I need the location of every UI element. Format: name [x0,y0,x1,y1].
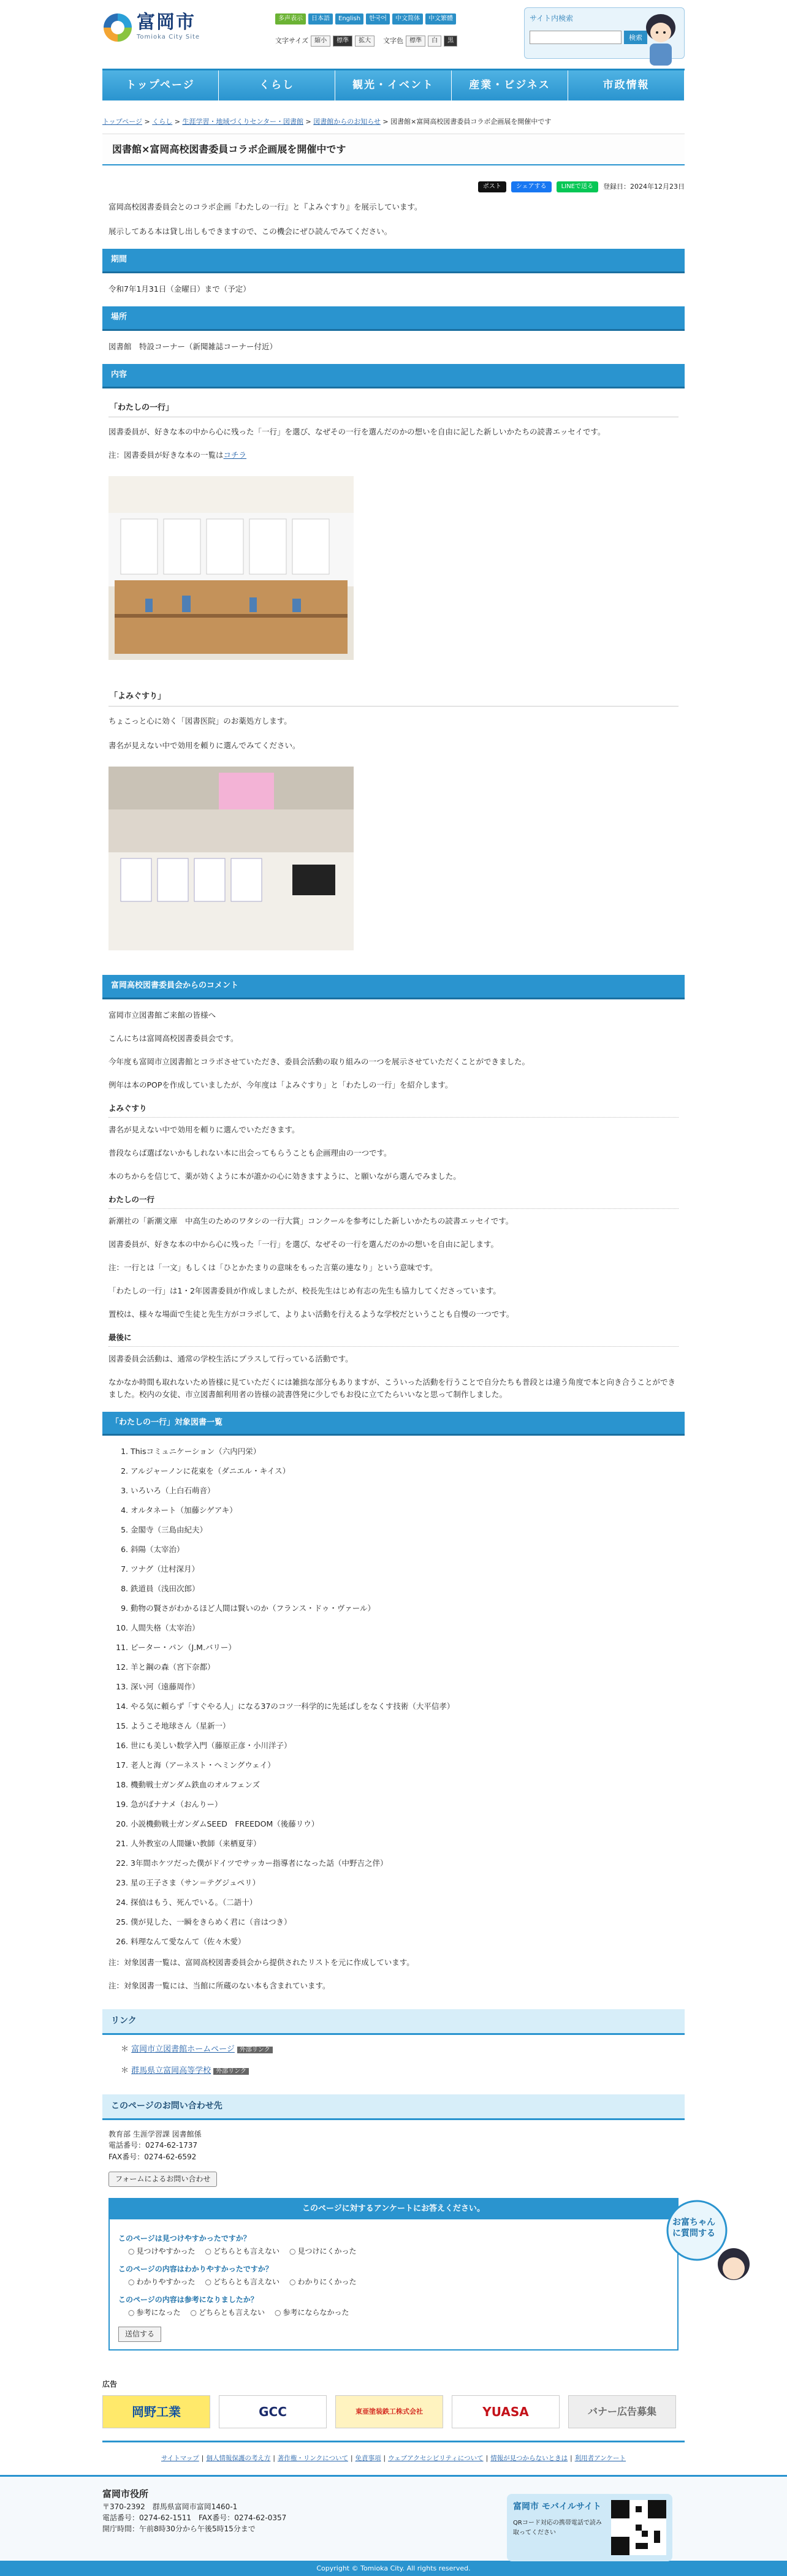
nav-business[interactable]: 産業・ビジネス [452,70,568,100]
survey-question: このページは見つけやすかったですか？ [118,2233,251,2243]
lang-en[interactable]: English [335,13,363,25]
c-last-heading: 最後に [108,1332,679,1347]
place-heading: 場所 [102,306,685,331]
main-content [102,201,685,2351]
site-footer [0,2475,787,2561]
nav-life[interactable]: くらし [219,70,335,100]
site-name: 富岡市 [137,12,196,33]
ad-banner[interactable]: バナー広告募集 [568,2395,676,2428]
survey-box [108,2198,679,2351]
list-item: 21. 人外教室の人間嫌い教師（来栖夏芽） [131,1838,679,1850]
list-item: 5. 金閣寺（三島由紀夫） [131,1524,679,1536]
site-header [102,0,685,69]
list-item: 12. 羊と鋼の森（宮下奈都） [131,1661,679,1673]
list-item: 10. 人間失格（太宰治） [131,1622,679,1634]
help-bubble-icon [660,2200,752,2286]
mobile-site-box[interactable] [507,2494,672,2561]
content-heading: 内容 [102,364,685,388]
exhibit-photo-shelf [108,476,354,660]
library-link[interactable]: 富岡市立図書館ホームページ [131,2044,235,2054]
color-black-button[interactable]: 黒 [444,36,457,47]
register-date: 登録日：2024年12月23日 [603,183,685,191]
survey-radio[interactable]: ○ 参考になった [128,2307,181,2319]
list-item: 17. 老人と海（アーネスト・ヘミングウェイ） [131,1759,679,1771]
survey-radio[interactable]: ○ 見つけやすかった [128,2246,196,2257]
external-link-badge: 外部リンク [237,2047,273,2053]
yomigusuri-text: ちょこっと心に効く「図書医院」のお薬処方します。 書名が見えない中で効用を頼りに選んでみてください。 [108,716,300,750]
language-menu [275,13,456,25]
mobile-title: 富岡市 モバイルサイト [513,2501,601,2512]
ad-banner[interactable]: 東亜塗装鉄工株式会社 [335,2395,443,2428]
list-item: 9. 動物の賢さがわかるほど人間は賢いのか（フランス・ドゥ・ヴァール） [131,1602,679,1615]
display-options [275,36,457,47]
list-note-1: 注：対象図書一覧は、富岡高校図書委員会から提供されたリストを元に作成しています。 [108,1958,414,1968]
lang-voice[interactable]: 多声表示 [275,13,306,25]
yomigusuri-heading: 「よみぐすり」 [108,691,679,707]
help-text: お富ちゃんに質問する [672,2218,715,2239]
survey-radio[interactable]: ○ わかりにくかった [289,2276,357,2288]
list-item: 24. 探偵はもう、死んでいる。（二語十） [131,1896,679,1909]
inquiry-heading: このページのお問い合わせ先 [102,2094,685,2120]
c-ichi-4: 「わたしの一行」は1・2年図書委員が作成しましたが、校長先生はじめ有志の先生も協力してくださっています。 [108,1286,501,1295]
search-input[interactable] [530,31,622,44]
list-item: 13. 深い河（遠藤周作） [131,1681,679,1693]
exhibit-photo-desk [108,767,354,950]
list-item: ＊ 群馬県立富岡高等学校 外部リンク [121,2065,679,2078]
list-item: 14. やる気に頼らず「すぐやる人」になる37のコツ一科学的に先延ばしをなくす技術（大平信孝） [131,1700,679,1713]
share-bar [102,181,685,192]
list-item: 16. 世にも美しい数学入門（藤原正彦・小川洋子） [131,1740,679,1752]
page-title: 図書館×富岡高校図書委員コラボ企画展を開催中です [102,134,685,166]
survey-radio[interactable]: ○ 見つけにくかった [289,2246,357,2257]
mascot-icon [640,9,682,67]
list-item: 3. いろいろ（上白石萌音） [131,1485,679,1497]
links-heading: リンク [102,2009,685,2034]
survey-question: このページの内容はわかりやすかったですか？ [118,2264,273,2273]
footer-link[interactable]: ウェブアクセシビリティについて [388,2455,484,2462]
c-ichigyo-heading: わたしの一行 [108,1194,679,1209]
crumb-news[interactable]: 図書館からのお知らせ [313,118,381,126]
footer-link[interactable]: 個人情報保護の考え方 [206,2455,271,2462]
intro-text: 富岡高校図書委員会とのコラボ企画『わたしの一行』と『よみぐすり』を展示しています。 展示してある本は貸し出しもできますので、この機会にぜひ読んでみてください。 [108,202,422,237]
nav-top[interactable]: トップページ [102,70,219,100]
facebook-share-button[interactable]: シェアする [511,181,552,192]
font-large-button[interactable]: 拡大 [355,36,374,47]
survey-submit-button[interactable]: 送信する [118,2327,161,2342]
list-item: 11. ピーター・パン（J.M.バリー） [131,1642,679,1654]
lang-ko[interactable]: 한국어 [366,13,390,25]
list-item: 25. 僕が見した、一瞬をきらめく君に（音はつき） [131,1916,679,1928]
survey-radio[interactable]: ○ どちらとも言えない [205,2246,280,2257]
c-ichi-2: 図書委員が、好きな本の中から心に残った「一行」を選び、なぜその一行を選んだのかの想いを自由に記します。 [108,1239,499,1249]
list-item: 26. 料理なんて愛なんて（佐々木愛） [131,1936,679,1948]
survey-radio[interactable]: ○ どちらとも言えない [205,2276,280,2288]
footer-link[interactable]: 情報が見つからないときは [490,2455,568,2462]
list-item: 20. 小説機動戦士ガンダムSEED FREEDOM（後藤リウ） [131,1818,679,1830]
period-text: 令和7年1月31日（金曜日）まで（予定） [108,284,251,294]
link-list [121,2044,679,2078]
list-item: 18. 機動戦士ガンダム鉄血のオルフェンズ [131,1779,679,1791]
c-yomi-1: 書名が見えない中で効用を頼りに選んでいただきます。 [108,1124,300,1134]
color-label: 文字色 [383,37,404,45]
c-last-1: 図書委員会活動は、通常の学校生活にプラスして行っている活動です。 [108,1354,353,1363]
ichigyo-text: 図書委員が、好きな本の中から心に残った「一行」を選び、なぜその一行を選んだのかの想いを自由に記した新しいかたちの読書エッセイです。 [108,427,606,437]
c-ichi-1: 新潮社の「新潮文庫 中高生のためのワタシの一行大賞」コンクールを参考にした新しいかたちの読書エッセイです。 [108,1216,514,1225]
survey-radio[interactable]: ○ わかりやすかった [128,2276,196,2288]
nav-government[interactable]: 市政情報 [568,70,685,100]
copyright: Copyright © Tomioka City. All rights reserved. [0,2561,787,2576]
list-item: 8. 鉄道員（浅田次郎） [131,1583,679,1595]
footer-org: 富岡市役所 [102,2488,149,2499]
footer-link[interactable]: 免責事項 [355,2455,381,2462]
ad-banner[interactable]: 岡野工業 [102,2395,210,2428]
inquiry-form-button[interactable]: フォームによるお問い合わせ [108,2172,217,2187]
page [102,0,715,2464]
survey-title: このページに対するアンケートにお答えください。 [110,2199,677,2219]
site-subtitle: Tomioka City Site [137,34,200,40]
list-item: 1. Thisコミュニケーション（六内円栄） [131,1445,679,1458]
survey-question: このページの内容は参考になりましたか？ [118,2295,258,2305]
footer-nav: サイトマップ | 個人情報保護の考え方 | 著作権・リンクについて | 免責事項 | ウェブアクセシビリティについて | 情報が見つからないときは | 利用者アンケート [161,2455,626,2462]
external-link-badge: 外部リンク [213,2068,249,2075]
mascot-help-button[interactable] [660,2200,752,2286]
c-yomigusuri-heading: よみぐすり [108,1102,679,1118]
ad-area [102,2379,685,2442]
lang-zh-cn[interactable]: 中文简体 [392,13,423,25]
inquiry-info: 教育部 生涯学習課 図書館係 電話番号：0274-62-1737 FAX番号：0274-62-6592 [108,2129,202,2161]
crumb-top[interactable]: トップページ [102,118,143,126]
footer-link[interactable]: 著作権・リンクについて [277,2455,348,2462]
footer-link[interactable]: サイトマップ [161,2455,199,2462]
period-heading: 期間 [102,249,685,273]
qr-code-icon [611,2500,666,2555]
c-yomi-2: 普段ならば選ばないかもしれない本に出会ってもらうことも企画理由の一つです。 [108,1148,392,1157]
place-text: 図書館 特設コーナー（新聞雑誌コーナー付近） [108,341,278,351]
breadcrumb: トップページ > くらし > 生涯学習・地域づくりセンター・図書館 > 図書館からのお知らせ > 図書館×富岡高校図書委員コラボ企画展を開催中です [102,118,552,126]
book-list-heading: 「わたしの一行」対象図書一覧 [102,1412,685,1436]
font-standard-button[interactable]: 標準 [333,36,352,47]
c-last-2: なかなか時間も取れないため皆様に見ていただくには雑拙な部分もありますが、こういった活動を行うことで自分たちも普段とは違う角度で本と向き合うことができました。校内の女徒、市立図書館利用者の皆様の読書啓発に少しでもお役に立てたらいいなと思って制作しました。 [108,1377,676,1399]
ad-banner[interactable]: GCC [219,2395,327,2428]
list-item: 22. 3年間ホケツだった僕がドイツでサッカー指導者になった話（中野吉之伴） [131,1857,679,1869]
city-emblem-icon [104,13,132,42]
color-white-button[interactable]: 白 [428,36,441,47]
site-logo[interactable] [104,12,200,42]
crumb-life[interactable]: くらし [152,118,173,126]
font-size-label: 文字サイズ [275,37,309,45]
list-item: 23. 星の王子さま（サン＝テグジュペリ） [131,1877,679,1889]
book-list [131,1445,679,1948]
list-note-2: 注：対象図書一覧には、当館に所蔵のない本も含まれています。 [108,1981,330,1991]
lang-ja[interactable]: 日本語 [308,13,333,25]
mobile-sub: QRコード対応の携帯電話で読み取ってください [513,2520,602,2537]
list-item: 19. 急がばナナメ（おんりー） [131,1798,679,1811]
search-button[interactable]: 検索 [624,31,647,44]
footer-address: 〒370-2392 群馬県富岡市富岡1460-1 電話番号：0274-62-1511 FAX番号：0274-62-0357 開庁時間：午前8時30分から午後5時15分まで [102,2502,287,2533]
ads-heading: 広告 [102,2379,118,2388]
survey-radio[interactable]: ○ 参考にならなかった [275,2307,349,2319]
crumb-current: 図書館×富岡高校図書委員コラボ企画展を開催中です [390,118,552,126]
line-share-button[interactable]: LINEで送る [557,181,598,192]
ad-banner[interactable]: YUASA [452,2395,560,2428]
comment-thanks: 今年度も富岡市立図書館とコラボさせていただき、委員会活動の取り組みの一つを展示させていただくことができました。 [108,1056,530,1066]
list-item: 2. アルジャーノンに花束を（ダニエル・キイス） [131,1465,679,1477]
school-link[interactable]: 群馬県立富岡高等学校 [131,2066,211,2075]
nav-tourism[interactable]: 観光・イベント [335,70,452,100]
list-item: ＊ 富岡市立図書館ホームページ 外部リンク [121,2044,679,2056]
list-item: 15. ようこそ地球さん（星新一） [131,1720,679,1732]
list-item: 7. ツナグ（辻村深月） [131,1563,679,1575]
font-small-button[interactable]: 縮小 [311,36,330,47]
crumb-center[interactable]: 生涯学習・地域づくりセンター・図書館 [182,118,304,126]
book-list-link[interactable]: コチラ [223,450,247,460]
list-item: 6. 斜陽（太宰治） [131,1544,679,1556]
color-standard-button[interactable]: 標準 [406,36,425,47]
comment-hello: こんにちは富岡高校図書委員会です。 [108,1033,238,1043]
c-ichi-3: 注：一行とは「一文」もしくは「ひとかたまりの意味をもった言葉の連なり」という意味です。 [108,1262,438,1272]
search-title: サイト内検索 [530,14,574,23]
footer-link[interactable]: 利用者アンケート [574,2455,626,2462]
ichigyo-note: 注：図書委員が好きな本の一覧はコチラ [108,450,247,460]
c-yomi-3: 本のちからを信じて、薬が効くように本が誰かの心に効きますように、と願いながら選んでみました。 [108,1171,461,1181]
comment-greeting: 富岡市立図書館ご来館の皆様へ [108,1010,216,1020]
site-search [524,7,685,59]
comment-heading: 富岡高校図書委員会からのコメント [102,975,685,999]
x-post-button[interactable]: ポスト [478,181,506,192]
global-nav [102,69,685,100]
lang-zh-tw[interactable]: 中文繁體 [425,13,456,25]
survey-radio[interactable]: ○ どちらとも言えない [191,2307,265,2319]
c-ichi-5: 置校は、様々な場面で生徒と先生方がコラボして、よりよい活動を行えるような学校だということも自慢の一つです。 [108,1309,514,1319]
ichigyo-heading: 「わたしの一行」 [108,402,679,418]
comment-intro: 例年は本のPOPを作成していましたが、今年度は「よみぐすり」と「わたしの一行」を紹介します。 [108,1080,453,1089]
list-item: 4. オルタネート（加藤シゲアキ） [131,1504,679,1517]
